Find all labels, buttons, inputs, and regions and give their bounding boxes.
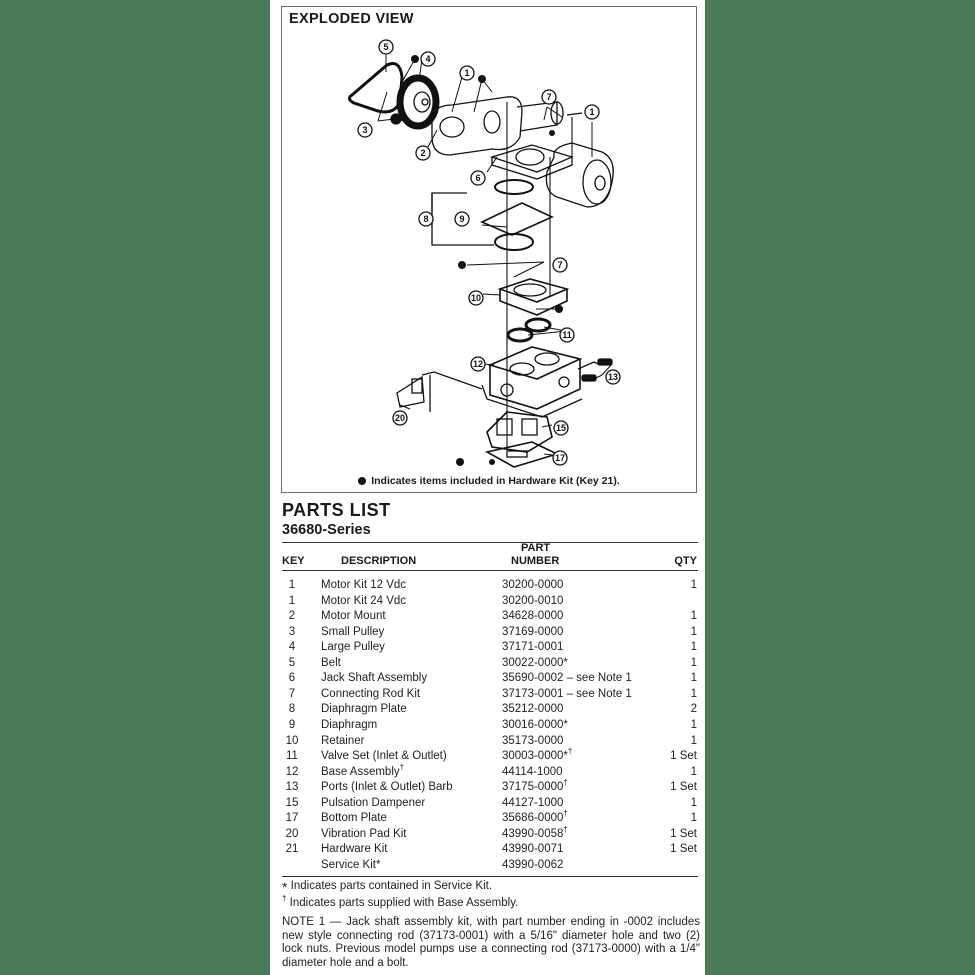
- table-row: [270, 797, 705, 813]
- row-key: [282, 626, 302, 638]
- row-qty: [657, 703, 697, 715]
- row-key: [282, 843, 302, 855]
- row-qty: [657, 781, 697, 793]
- asterisk-text: Indicates parts contained in Service Kit.: [290, 880, 493, 892]
- row-part-number-text: 35686-0000: [502, 812, 564, 825]
- row-part-number-text: 30016-0000*: [502, 718, 568, 731]
- jack-shaft-part: [492, 145, 572, 179]
- svg-text:8: 8: [423, 214, 429, 224]
- svg-text:15: 15: [555, 423, 567, 433]
- belt-part: [349, 64, 402, 112]
- row-key: [282, 781, 302, 793]
- row-key-text: 9: [288, 718, 296, 731]
- header-description: DESCRIPTION: [341, 555, 417, 567]
- footnote-asterisk: [282, 879, 698, 895]
- row-description-text: Bottom Plate: [321, 812, 387, 825]
- header-bottom-rule: [282, 570, 698, 571]
- row-key-text: 11: [286, 750, 298, 763]
- row-description: [321, 843, 387, 855]
- svg-text:11: 11: [562, 330, 572, 340]
- row-qty: [657, 719, 697, 731]
- row-description: [321, 750, 447, 762]
- row-description: [321, 672, 427, 684]
- header-top-rule: [282, 542, 698, 543]
- table-row: [270, 595, 705, 611]
- row-qty: [657, 579, 697, 591]
- row-key-text: 1: [288, 579, 296, 591]
- superscript-mark: †: [563, 824, 568, 834]
- row-description-text: Motor Kit 12 Vdc: [321, 579, 407, 591]
- svg-text:20: 20: [394, 413, 406, 423]
- svg-text:17: 17: [554, 453, 566, 463]
- row-key-text: 4: [288, 641, 296, 654]
- exploded-view-panel: [281, 6, 697, 493]
- row-description: [321, 657, 341, 669]
- row-description-text: Large Pulley: [321, 641, 385, 654]
- row-description: [321, 859, 380, 871]
- row-description-text: Hardware Kit: [321, 843, 388, 856]
- table-row: [270, 747, 705, 766]
- row-key: [282, 703, 302, 715]
- table-row: [270, 672, 705, 688]
- row-qty-text: 1 Set: [670, 843, 697, 856]
- row-part-number: [502, 735, 563, 747]
- row-key: [282, 657, 302, 669]
- row-part-number: [502, 809, 568, 825]
- bullet-dot-icon: [358, 477, 366, 485]
- row-description: [321, 595, 406, 607]
- row-key: [282, 797, 302, 809]
- row-part-number: [502, 657, 568, 669]
- superscript-mark: †: [563, 778, 568, 788]
- row-part-number-text: 44127-1000: [502, 796, 564, 809]
- row-part-number: [502, 824, 568, 840]
- row-part-number-text: 34628-0000: [502, 610, 564, 623]
- row-key-text: 5: [288, 656, 296, 669]
- row-key-text: 7: [288, 687, 296, 700]
- row-part-number-text: 35173-0000: [502, 734, 564, 747]
- asterisk-mark: *: [282, 879, 288, 895]
- row-part-number: [502, 641, 563, 653]
- row-key: [282, 812, 302, 824]
- row-qty: [657, 688, 697, 700]
- header-qty: QTY: [674, 555, 697, 567]
- row-part-number-text: 37169-0000: [502, 625, 564, 638]
- row-key-text: 15: [285, 796, 299, 809]
- row-part-number: [502, 843, 563, 855]
- row-qty-text: 1: [690, 641, 697, 654]
- row-key-text: 3: [288, 625, 296, 638]
- row-description-text: Motor Mount: [321, 610, 386, 623]
- svg-text:1: 1: [589, 107, 595, 117]
- row-key-text: 1: [288, 594, 296, 607]
- row-description-text: Small Pulley: [321, 625, 385, 638]
- table-row: [270, 688, 705, 704]
- row-description-text: Valve Set (Inlet & Outlet): [321, 750, 447, 763]
- row-qty-text: 1: [690, 656, 697, 669]
- row-part-number-text: 37171-0001: [502, 641, 564, 654]
- row-description: [321, 579, 406, 591]
- row-qty-text: 1: [690, 687, 697, 700]
- row-qty-text: 2: [690, 703, 697, 716]
- row-description-text: Diaphragm: [321, 718, 378, 731]
- svg-text:12: 12: [472, 359, 484, 369]
- table-row: [270, 859, 705, 875]
- row-part-number-text: 30200-0000: [502, 579, 564, 591]
- table-row: [270, 657, 705, 673]
- table-row: [270, 641, 705, 657]
- row-part-number-text: 37175-0000: [502, 781, 564, 794]
- header-part-line1: PART: [521, 542, 551, 554]
- row-part-number: [502, 610, 563, 622]
- row-description-text: Service Kit*: [321, 858, 381, 871]
- row-qty: [657, 766, 697, 778]
- table-row: [270, 579, 705, 595]
- row-part-number: [502, 688, 632, 700]
- row-description-text: Motor Kit 24 Vdc: [321, 594, 407, 607]
- row-part-number: [502, 626, 563, 638]
- header-part-number: NUMBER: [511, 555, 560, 567]
- svg-text:7: 7: [546, 92, 552, 102]
- row-qty: [657, 843, 697, 855]
- table-row: [270, 735, 705, 751]
- row-part-number: [502, 778, 568, 794]
- row-qty-text: 1 Set: [670, 750, 697, 763]
- row-description-text: Pulsation Dampener: [321, 796, 426, 809]
- row-part-number-text: 44114-1000: [502, 765, 563, 778]
- row-key-text: 17: [285, 812, 299, 825]
- row-description: [321, 762, 405, 778]
- base-assembly-part: [482, 347, 582, 417]
- row-key: [282, 766, 302, 778]
- row-qty-text: 1: [690, 610, 697, 623]
- row-description-text: Diaphragm Plate: [321, 703, 407, 716]
- table-row: [270, 610, 705, 626]
- row-key: [282, 719, 302, 731]
- header-key: KEY: [282, 555, 305, 567]
- row-key: [282, 750, 302, 762]
- table-row: [270, 762, 705, 782]
- superscript-mark: †: [563, 809, 568, 819]
- row-part-number: [502, 766, 563, 778]
- parts-list-title: PARTS LIST: [282, 500, 391, 520]
- row-qty: [657, 657, 697, 669]
- row-part-number-text: 35690-0002 – see Note 1: [502, 672, 632, 685]
- svg-text:4: 4: [425, 54, 431, 64]
- row-part-number-text: 30022-0000*: [502, 656, 568, 669]
- pulsation-dampener-part: [487, 412, 552, 452]
- row-part-number-text: 35212-0000: [502, 703, 564, 716]
- row-key: [282, 735, 302, 747]
- hardware-kit-legend: [282, 475, 696, 487]
- row-part-number: [502, 859, 563, 871]
- row-description: [321, 610, 386, 622]
- row-part-number-text: 43990-0058: [502, 827, 564, 840]
- row-part-number-text: 43990-0062: [502, 858, 564, 871]
- parts-sheet: [270, 0, 705, 975]
- row-description: [321, 641, 385, 653]
- row-description: [321, 719, 377, 731]
- row-key-text: 2: [288, 610, 296, 623]
- row-key-text: 13: [285, 781, 299, 794]
- row-qty: [657, 626, 697, 638]
- row-description: [321, 703, 407, 715]
- exploded-view-title: EXPLODED VIEW: [289, 11, 414, 27]
- table-row: [270, 824, 705, 844]
- row-description-text: Belt: [321, 656, 341, 669]
- row-qty: [657, 797, 697, 809]
- row-qty-text: 1: [690, 718, 697, 731]
- row-key-text: 8: [288, 703, 296, 716]
- row-qty-text: 1: [690, 796, 697, 809]
- row-qty-text: 1: [690, 672, 697, 685]
- row-key-text: 21: [285, 843, 299, 856]
- row-qty: [657, 828, 697, 840]
- row-qty-text: 1: [690, 734, 697, 747]
- row-part-number: [502, 797, 563, 809]
- table-row: [270, 703, 705, 719]
- row-qty-text: 1 Set: [670, 781, 697, 794]
- row-description-text: Base Assembly: [321, 765, 400, 778]
- svg-text:3: 3: [362, 125, 368, 135]
- row-qty-text: 1: [690, 765, 697, 778]
- row-qty: [657, 735, 697, 747]
- row-key-text: 20: [285, 827, 299, 840]
- row-part-number: [502, 595, 563, 607]
- large-pulley-part: [400, 78, 436, 126]
- dagger-mark: †: [282, 894, 287, 904]
- row-description: [321, 812, 387, 824]
- table-row: [270, 626, 705, 642]
- row-description-text: Ports (Inlet & Outlet) Barb: [321, 781, 453, 794]
- svg-text:5: 5: [383, 42, 389, 52]
- row-qty: [657, 750, 697, 762]
- row-description-text: Jack Shaft Assembly: [321, 672, 428, 685]
- svg-text:2: 2: [420, 148, 426, 158]
- footnote-dagger: [282, 894, 698, 909]
- svg-text:1: 1: [464, 68, 470, 78]
- row-key: [282, 688, 302, 700]
- row-part-number-text: 43990-0071: [502, 843, 564, 856]
- row-qty: [657, 641, 697, 653]
- row-qty-text: 1: [690, 625, 697, 638]
- svg-text:6: 6: [475, 173, 481, 183]
- svg-text:13: 13: [607, 372, 619, 382]
- svg-text:7: 7: [557, 260, 563, 270]
- row-description: [321, 688, 420, 700]
- table-row: [270, 719, 705, 735]
- row-part-number: [502, 747, 573, 763]
- table-bottom-rule: [282, 876, 698, 877]
- row-qty-text: 1: [690, 812, 697, 825]
- row-qty: [657, 812, 697, 824]
- row-key-text: 12: [285, 765, 299, 778]
- row-description: [321, 828, 406, 840]
- row-description: [321, 797, 425, 809]
- row-part-number-text: 37173-0001 – see Note 1: [502, 687, 632, 700]
- row-description-text: Connecting Rod Kit: [321, 687, 421, 700]
- row-key: [282, 579, 302, 591]
- row-qty-text: 1: [690, 579, 697, 591]
- row-description: [321, 735, 364, 747]
- row-part-number: [502, 579, 563, 591]
- row-qty-text: 1 Set: [670, 827, 697, 840]
- row-qty: [657, 672, 697, 684]
- vibration-pad-part: [397, 372, 482, 412]
- row-part-number-text: 30003-0000*: [502, 750, 568, 763]
- svg-text:10: 10: [470, 293, 482, 303]
- row-part-number-text: 30200-0010: [502, 594, 564, 607]
- row-part-number: [502, 672, 632, 684]
- row-description: [321, 626, 384, 638]
- row-description-text: Vibration Pad Kit: [321, 827, 407, 840]
- row-key-text: 10: [285, 734, 299, 747]
- exploded-view-diagram: [282, 7, 698, 477]
- row-qty: [657, 610, 697, 622]
- row-part-number: [502, 703, 563, 715]
- dagger-text: Indicates parts supplied with Base Assembly.: [289, 897, 519, 909]
- superscript-mark: †: [399, 762, 405, 772]
- row-key: [282, 641, 302, 653]
- superscript-mark: †: [567, 747, 573, 757]
- row-part-number: [502, 719, 568, 731]
- note-1: NOTE 1 — Jack shaft assembly kit, with part number ending in -0002 includes new style connecting rod (37173-0001) with a 5/16" diameter hole and two (2) lock nuts. Previous model pumps use a connecting rod (37173-0000) with a 1/4" diameter hole and a bolt.: [282, 916, 700, 969]
- row-key: [282, 828, 302, 840]
- table-row: [270, 843, 705, 859]
- table-row: [270, 809, 705, 828]
- table-row: [270, 778, 705, 797]
- row-description: [321, 781, 453, 793]
- legend-text: Indicates items included in Hardware Kit (Key 21).: [371, 475, 620, 487]
- row-key: [282, 610, 302, 622]
- row-description-text: Retainer: [321, 734, 365, 747]
- row-key: [282, 595, 302, 607]
- parts-list-subtitle: 36680-Series: [282, 522, 371, 538]
- row-key-text: 6: [288, 672, 296, 685]
- svg-text:9: 9: [459, 214, 465, 224]
- row-key: [282, 672, 302, 684]
